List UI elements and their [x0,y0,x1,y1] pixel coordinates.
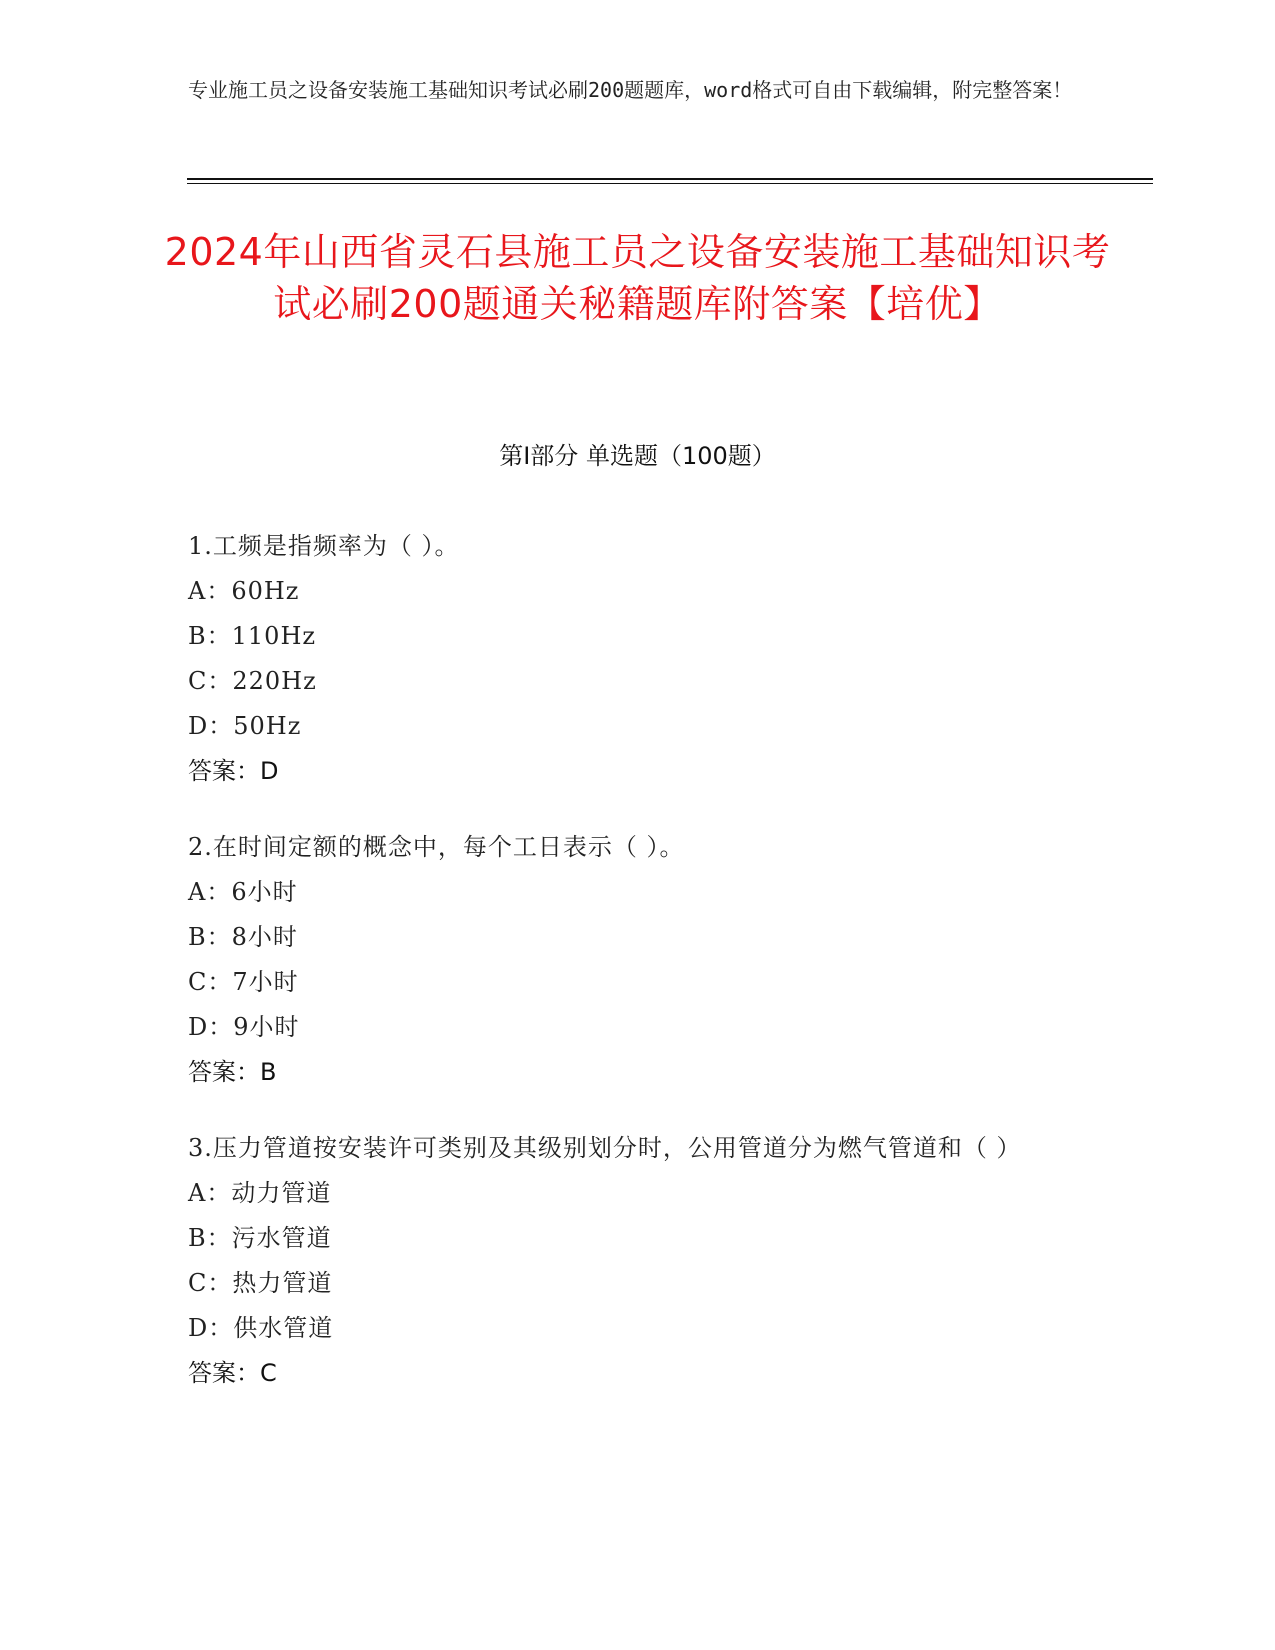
question-3 [188,1132,1088,1389]
option-b: B：8小时 [188,923,298,951]
question-list [188,530,1088,1433]
option-c: C：220Hz [188,667,317,695]
answer: 答案：D [188,757,279,785]
question-1 [188,530,1088,787]
question-stem: 2.在时间定额的概念中，每个工日表示（ ）。 [188,833,685,861]
section-title: 第I部分 单选题（100题） [499,442,776,470]
option-a: A：6小时 [188,878,298,906]
document-title: 2024年山西省灵石县施工员之设备安装施工基础知识考试必刷200题通关秘籍题库附答案【培优】 [164,230,1111,326]
question-2 [188,831,1088,1088]
option-c: C：7小时 [188,968,299,996]
option-b: B：110Hz [188,622,317,650]
answer: 答案：B [188,1058,277,1086]
question-stem: 1.工频是指频率为（ ）。 [188,532,460,560]
answer: 答案：C [188,1359,277,1387]
option-a: A：60Hz [188,577,300,605]
option-d: D：50Hz [188,712,302,740]
option-a: A：动力管道 [188,1179,332,1207]
question-stem: 3.压力管道按安装许可类别及其级别划分时，公用管道分为燃气管道和（ ） [188,1134,1022,1162]
header-divider-thin [187,183,1153,184]
option-b: B：污水管道 [188,1224,332,1252]
option-d: D：9小时 [188,1013,300,1041]
option-d: D：供水管道 [188,1314,334,1342]
header-note: 专业施工员之设备安装施工基础知识考试必刷200题题库，word格式可自由下载编辑，附完整答案！ [188,78,1073,102]
header-divider-thick [187,178,1153,180]
option-c: C：热力管道 [188,1269,333,1297]
